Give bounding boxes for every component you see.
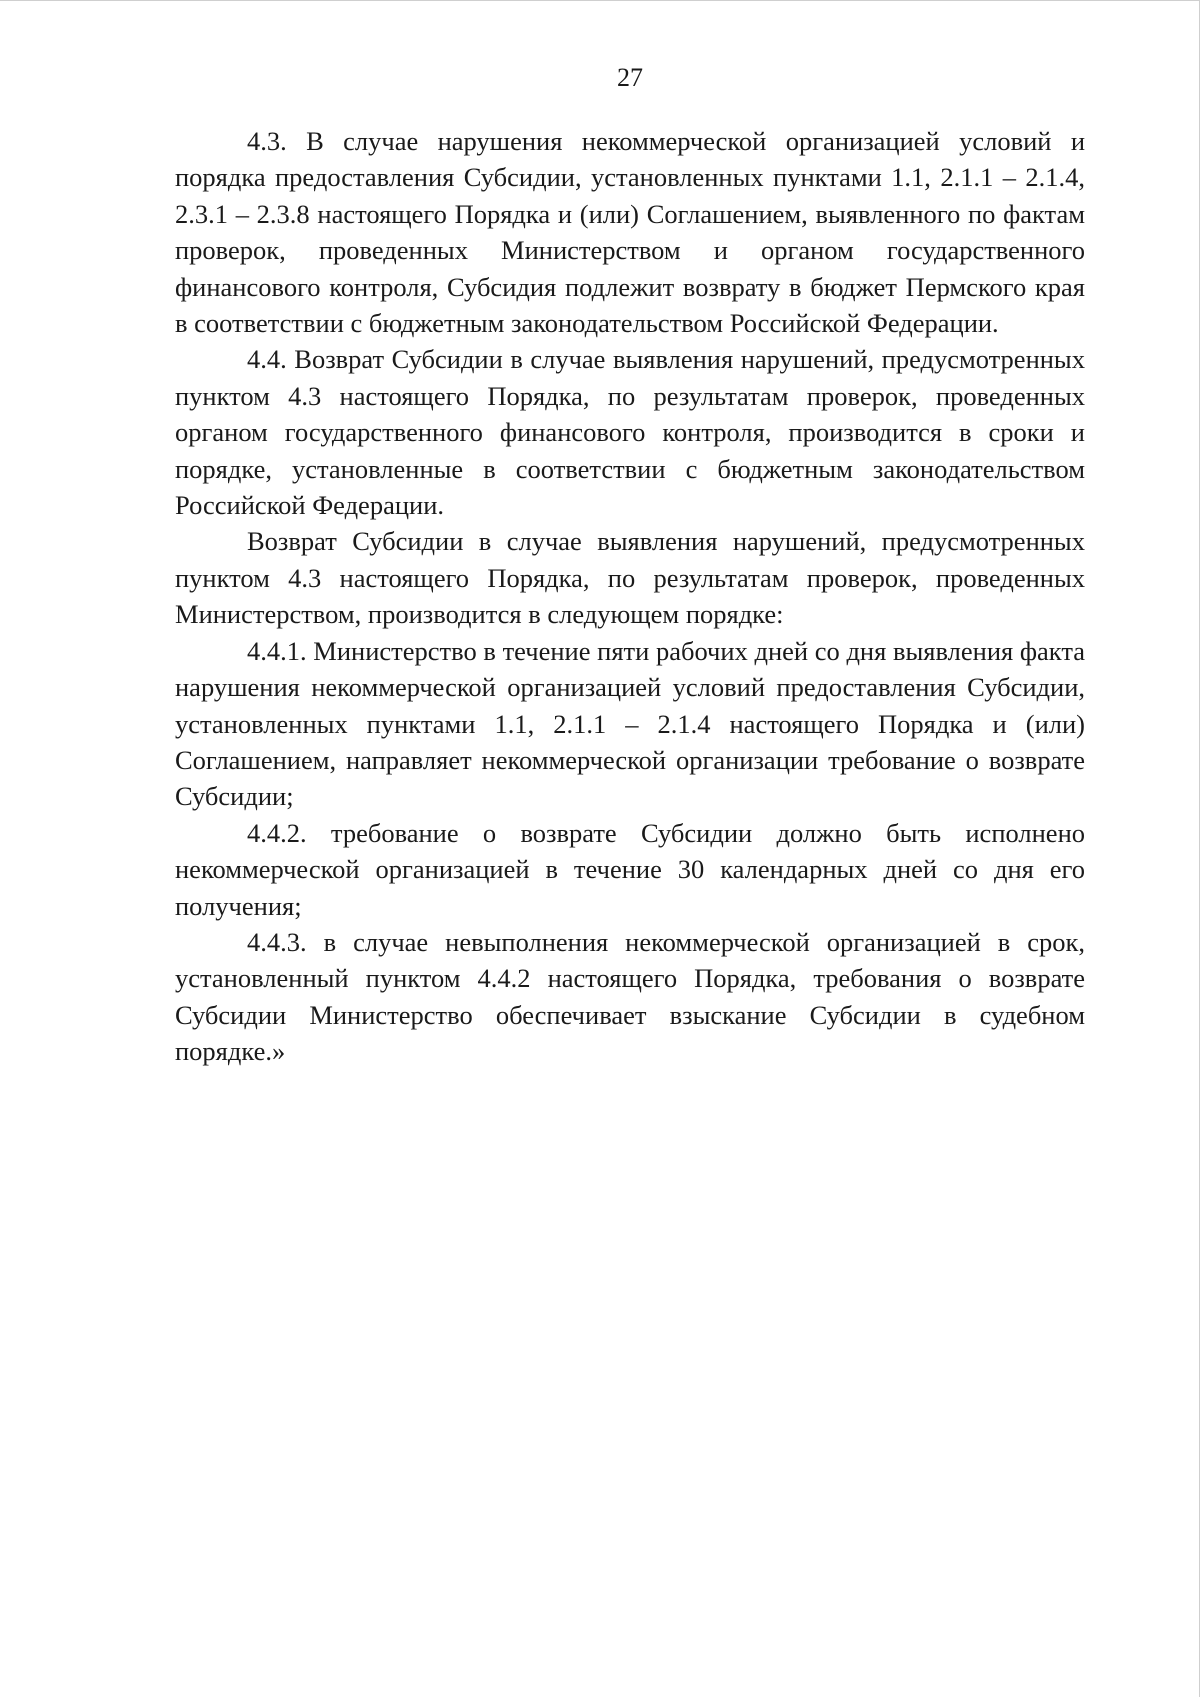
- paragraph-4-4: 4.4. Возврат Субсидии в случае выявления нарушений, предусмотренных пунктом 4.3 настоящего Порядка, по результатам проверок, проведенных органом государственного финансового контроля, производится в сроки и порядке, установленные в соответствии с бюджетным законодательством Российской Федерации.: [175, 344, 1085, 521]
- paragraph-4-4-3: 4.4.3. в случае невыполнения некоммерческой организацией в срок, установленный пунктом 4.4.2 настоящего Порядка, требования о возврате Субсидии Министерство обеспечивает взыскание Субсидии в судебном порядке.»: [175, 926, 1085, 1067]
- paragraph-4-3: 4.3. В случае нарушения некоммерческой организацией условий и порядка предоставления Субсидии, установленных пунктами 1.1, 2.1.1 – 2.1.4, 2.3.1 – 2.3.8 настоящего Порядка и (или) Соглашением, выявленного по фактам проверок, проведенных Министерством и органом государственного финансового контроля, Субсидия подлежит возврату в бюджет Пермского края в соответствии с бюджетным законодательством Российской Федерации.: [175, 126, 1085, 339]
- page-number: 27: [617, 63, 643, 92]
- document-body: [175, 123, 1085, 1070]
- paragraph-4-4-1: 4.4.1. Министерство в течение пяти рабочих дней со дня выявления факта нарушения некоммерческой организацией условий предоставления Субсидии, установленных пунктами 1.1, 2.1.1 – 2.1.4 настоящего Порядка и (или) Соглашением, направляет некоммерческой организации требование о возврате Субсидии;: [175, 635, 1085, 812]
- paragraph-return-procedure: Возврат Субсидии в случае выявления нарушений, предусмотренных пунктом 4.3 настоящего Порядка, по результатам проверок, проведенных Министерством, производится в следующем порядке:: [175, 526, 1085, 630]
- paragraph-4-4-2: 4.4.2. требование о возврате Субсидии должно быть исполнено некоммерческой организацией в течение 30 календарных дней со дня его получения;: [175, 817, 1085, 921]
